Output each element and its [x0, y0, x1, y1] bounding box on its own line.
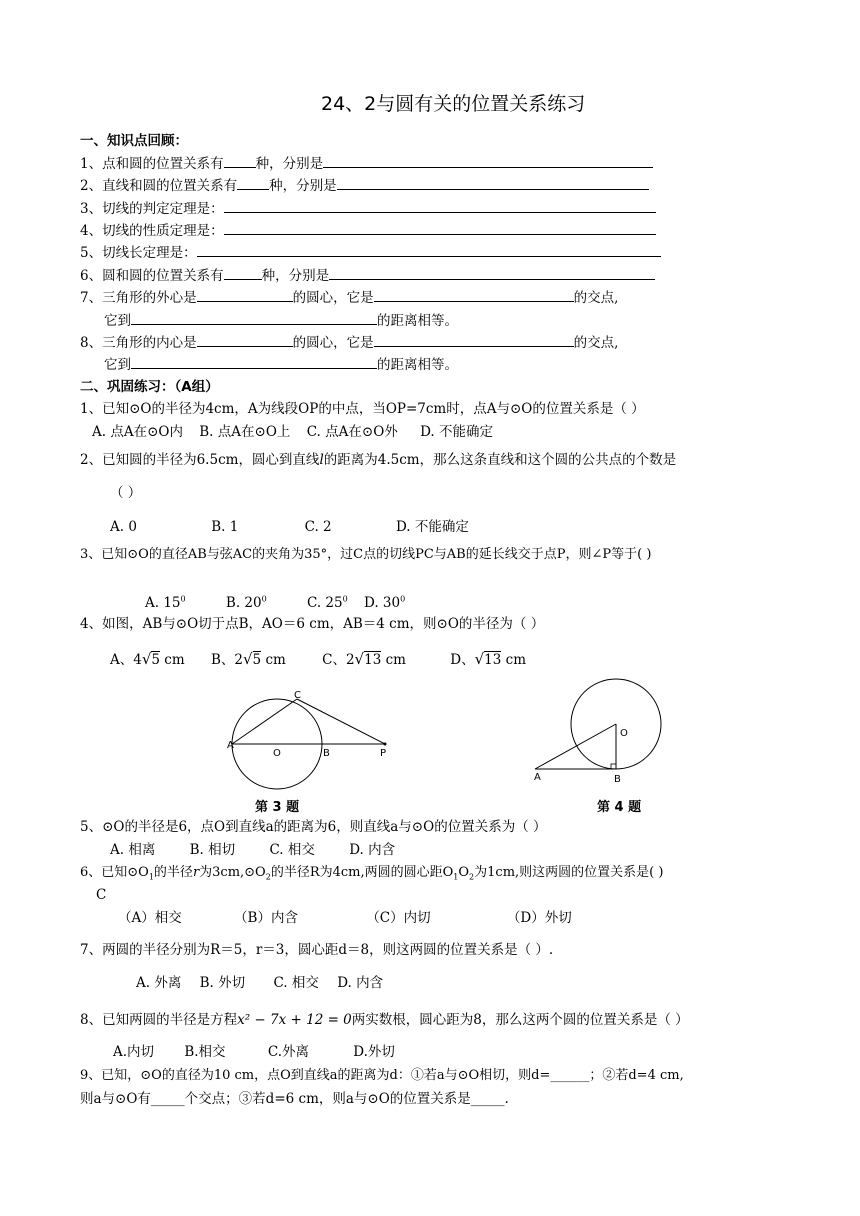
option-b[interactable]: B. 点A在⊙O上	[199, 424, 291, 440]
answer-blank[interactable]	[237, 176, 269, 190]
option-c[interactable]: C、2√13 cm	[322, 650, 406, 668]
question-2-1-options	[92, 423, 493, 441]
answer-blank[interactable]	[197, 243, 661, 257]
question-2-7-options	[136, 974, 383, 992]
question-1-7-cont	[104, 311, 458, 330]
question-text: 种，分别是	[255, 156, 324, 172]
question-text: ，圆心到直线	[238, 452, 320, 468]
question-2-5-options	[110, 841, 395, 859]
option-c[interactable]: （C）内切	[366, 910, 431, 926]
figure-4-diagram	[530, 676, 670, 786]
question-1-2	[80, 176, 649, 195]
option-b[interactable]: B. 外切	[199, 975, 246, 991]
point-label-a: A	[227, 740, 234, 751]
option-a[interactable]: A. $15^0$	[145, 594, 186, 611]
option-b[interactable]: B、2√5 cm	[210, 650, 286, 668]
point-label-a: A	[534, 772, 541, 783]
option-b[interactable]: B.相交	[184, 1044, 226, 1060]
figure-3-caption: 第 3 题	[255, 800, 300, 815]
option-d[interactable]: D. 内含	[349, 842, 396, 858]
section-heading-review: 一、知识点回顾：	[80, 133, 188, 149]
question-text: 的交点,	[573, 290, 619, 306]
handwritten-answer: C	[96, 887, 107, 903]
question-1-3	[80, 199, 656, 218]
question-text: 它到	[104, 313, 131, 329]
answer-blank[interactable]	[374, 288, 574, 302]
figure-3-diagram	[225, 688, 395, 793]
question-text: 的交点,	[573, 335, 619, 351]
question-text: 种，分别是	[261, 268, 330, 284]
point-label-o: O	[620, 728, 628, 739]
question-text: 5、切线长定理是：	[80, 245, 197, 261]
option-a[interactable]: A.内切	[113, 1044, 155, 1060]
option-c[interactable]: C. 2	[304, 519, 332, 535]
option-a[interactable]: A. 相离	[110, 842, 156, 858]
question-text: 8、三角形的内心是	[80, 335, 197, 351]
question-2-9-line2: 则a与⊙O有_____个交点；③若d=6 cm，则a与⊙O的位置关系是_____.	[80, 1091, 509, 1107]
option-d[interactable]: D.外切	[353, 1044, 395, 1060]
option-d[interactable]: D. 内含	[337, 975, 384, 991]
answer-blank[interactable]	[131, 311, 377, 325]
option-d[interactable]: D. $30^0$	[363, 594, 406, 611]
question-2-6-options	[118, 909, 572, 927]
option-c[interactable]: C.外离	[267, 1044, 309, 1060]
math-value: 6.5cm	[196, 452, 239, 468]
point-label-b: B	[614, 774, 621, 785]
option-a[interactable]: A. 0	[110, 519, 137, 535]
question-1-6	[80, 266, 655, 285]
question-text: 2、已知圆的半径为	[80, 452, 197, 468]
section-heading-practice: 二、巩固练习：（A组）	[80, 379, 219, 395]
answer-blank[interactable]	[197, 288, 293, 302]
question-2-4-stem: 4、如图，AB与⊙O切于点B，AO＝6 cm，AB＝4 cm，则⊙O的半径为（ ）	[80, 616, 545, 632]
question-1-1	[80, 154, 653, 173]
option-c[interactable]: C. 点A在⊙O外	[306, 424, 398, 440]
option-a[interactable]: （A）相交	[118, 910, 182, 926]
answer-blank[interactable]	[374, 333, 574, 347]
question-text: 种，分别是	[269, 178, 337, 194]
question-2-8-options	[113, 1043, 395, 1061]
option-c[interactable]: C. 相交	[273, 975, 319, 991]
question-text: 3、切线的判定定理是：	[80, 201, 224, 217]
question-text: 4、切线的性质定理是：	[80, 223, 224, 239]
answer-blank[interactable]	[224, 154, 256, 168]
option-d[interactable]: D. 不能确定	[420, 424, 493, 440]
question-2-3-options	[145, 590, 405, 612]
answer-blank[interactable]	[323, 154, 653, 168]
math-variable: l	[319, 452, 324, 468]
option-c[interactable]: C. 相交	[269, 842, 315, 858]
option-b[interactable]: B. 1	[211, 519, 239, 535]
question-2-2-options	[110, 518, 469, 536]
page-title: 24、2与圆有关的位置关系练习	[321, 93, 586, 115]
question-2-2-stem	[80, 451, 676, 469]
question-1-7	[80, 288, 618, 307]
math-value: 4.5cm	[377, 452, 420, 468]
question-text: ，那么这条直线和这个圆的公共点的个数是	[419, 452, 677, 468]
answer-paren: （ ）	[110, 485, 142, 501]
question-text: 它到	[104, 357, 131, 373]
point-label-c: C	[294, 690, 301, 701]
option-b[interactable]: （B）内含	[234, 910, 298, 926]
equation: x² − 7x + 12 = 0	[237, 1012, 352, 1028]
point-label-b: B	[323, 748, 330, 759]
question-1-4	[80, 221, 656, 240]
question-2-4-options	[110, 650, 526, 669]
question-text: 的距离为	[323, 452, 378, 468]
question-2-9-line1: 9、已知，⊙O的直径为10 cm，点O到直线a的距离为d：①若a与⊙O相切，则d=______；②若d=4 cm,	[80, 1068, 684, 1083]
question-2-6-stem: 6、已知$⊙O_1$的半径r为$3cm,⊙O_2$的半径R为4cm,两圆的圆心距$O_1O_2$为1cm,则这两圆的位置关系是( )	[80, 865, 664, 882]
question-1-5	[80, 243, 661, 262]
question-text: 2、直线和圆的位置关系有	[80, 178, 238, 194]
point-label-o: O	[273, 748, 281, 759]
question-1-8	[80, 333, 618, 352]
question-text: 1、点和圆的位置关系有	[80, 156, 224, 172]
option-c[interactable]: C. $25^0$	[306, 594, 348, 611]
question-text: 7、三角形的外心是	[80, 290, 197, 306]
answer-blank[interactable]	[337, 176, 649, 190]
option-b[interactable]: B. 相切	[189, 842, 236, 858]
question-2-8-stem: 8、已知两圆的半径是方程x² − 7x + 12 = 0两实数根，圆心距为8，那么这两个圆的位置关系是（ ）	[80, 1012, 689, 1028]
point-label-p: P	[380, 748, 387, 759]
answer-blank[interactable]	[329, 266, 655, 280]
answer-blank[interactable]	[224, 199, 656, 213]
answer-blank[interactable]	[224, 266, 262, 280]
option-a[interactable]: A. 点A在⊙O内	[92, 424, 183, 440]
answer-blank[interactable]	[131, 355, 377, 369]
question-text: 6、圆和圆的位置关系有	[80, 268, 224, 284]
option-d[interactable]: （D）外切	[506, 910, 572, 926]
question-2-5-stem: 5、⊙O的半径是6，点O到直线a的距离为6，则直线a与⊙O的位置关系为（ ）	[80, 819, 547, 835]
option-d[interactable]: D. 不能确定	[395, 519, 469, 535]
question-2-1-stem: 1、已知⊙O的半径为4cm，A为线段OP的中点，当OP=7cm时，点A与⊙O的位置关系是（ ）	[80, 401, 645, 417]
question-text: 的圆心，它是	[292, 335, 374, 351]
question-2-7-stem: 7、两圆的半径分别为R＝5，r＝3，圆心距d＝8，则这两圆的位置关系是（ ）.	[80, 942, 554, 958]
option-b[interactable]: B. $20^0$	[225, 594, 267, 611]
question-text: 的距离相等。	[377, 313, 458, 329]
question-text: 的距离相等。	[377, 357, 458, 373]
question-1-8-cont	[104, 355, 458, 374]
answer-blank[interactable]	[224, 221, 656, 235]
option-a[interactable]: A. 外离	[136, 975, 182, 991]
question-2-3-stem: 3、已知⊙O的直径AB与弦AC的夹角为35°，过C点的切线PC与AB的延长线交于点P，则∠P等于( )	[80, 547, 652, 562]
figure-4-caption: 第 4 题	[597, 800, 642, 815]
option-a[interactable]: A、4√5 cm	[110, 650, 185, 668]
question-text: 的圆心，它是	[292, 290, 374, 306]
answer-blank[interactable]	[197, 333, 293, 347]
option-d[interactable]: D、√13 cm	[450, 650, 527, 668]
